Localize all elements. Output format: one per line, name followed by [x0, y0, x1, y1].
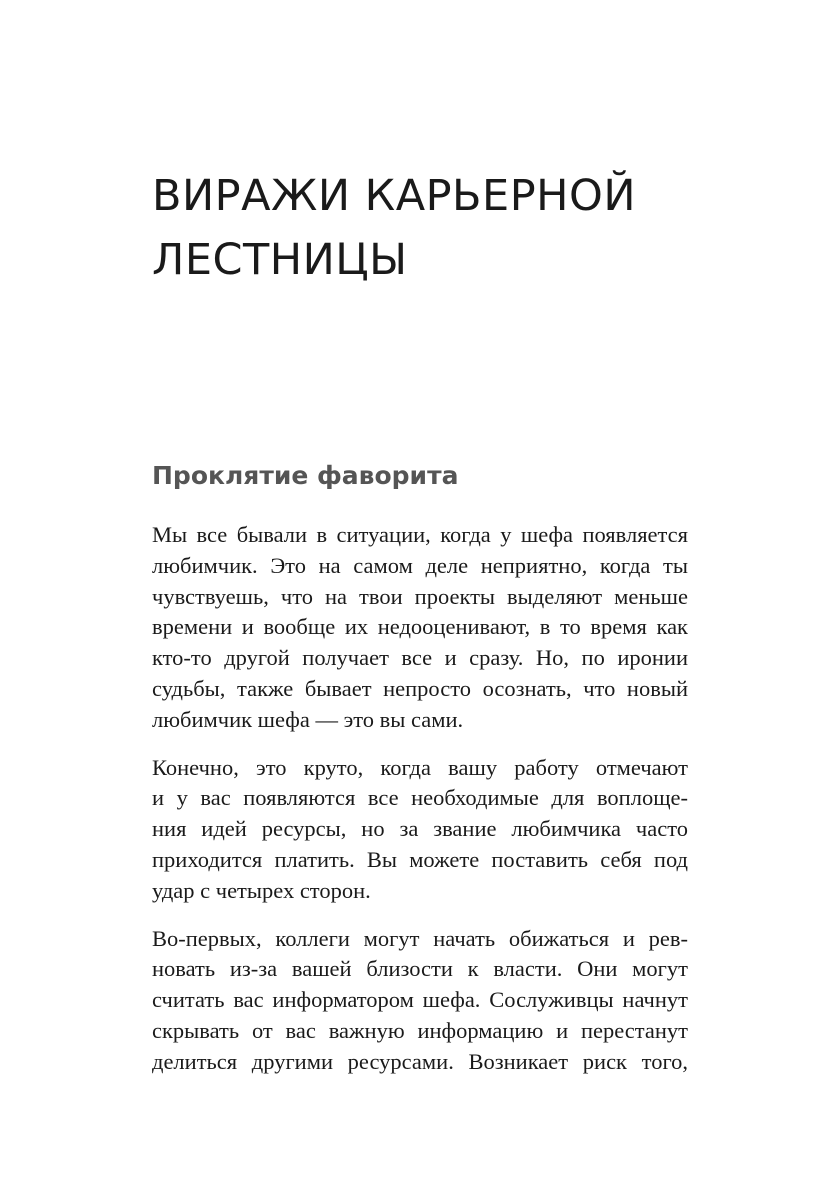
- paragraph-line: считать вас информатором шефа. Сослуживцы начнут: [152, 987, 688, 1013]
- paragraph-line: удар с четырех сторон.: [152, 877, 371, 903]
- paragraph-line: новать из-за вашей близости к власти. Они могут: [152, 956, 688, 982]
- paragraph-line: любимчик. Это на самом деле неприятно, когда ты: [152, 552, 688, 578]
- paragraph-line: Конечно, это круто, когда вашу работу отмечают: [152, 754, 688, 780]
- paragraph-line: Мы все бывали в ситуации, когда у шефа появляется: [152, 522, 688, 547]
- paragraph-3: [152, 924, 688, 1078]
- paragraph-line: Во-первых, коллеги могут начать обижаться и рев-: [152, 925, 688, 951]
- paragraph-line: делиться другими ресурсами. Возникает риск того,: [152, 1048, 688, 1074]
- chapter-title-line-1: ВИРАЖИ КАРЬЕРНОЙ: [152, 171, 636, 221]
- paragraph-line: любимчик шефа — это вы сами.: [152, 706, 464, 732]
- paragraph-line: времени и вообще их недооценивают, в то время как: [152, 614, 688, 640]
- paragraph-line: приходится платить. Вы можете поставить себя под: [152, 846, 688, 872]
- paragraph-1: [152, 520, 688, 736]
- paragraph-line: судьбы, также бывает непросто осознать, что новый: [152, 675, 688, 701]
- section-heading: Проклятие фаворита: [152, 461, 459, 490]
- body-text: [152, 520, 688, 1095]
- chapter-title: [152, 164, 712, 292]
- paragraph-line: скрывать от вас важную информацию и перестанут: [152, 1017, 688, 1043]
- paragraph-line: чувствуешь, что на твои проекты выделяют меньше: [152, 583, 688, 609]
- paragraph-line: и у вас появляются все необходимые для воплоще-: [152, 785, 688, 811]
- chapter-title-line-2: ЛЕСТНИЦЫ: [152, 235, 408, 285]
- paragraph-line: кто-то другой получает все и сразу. Но, по иронии: [152, 645, 688, 671]
- paragraph-line: ния идей ресурсы, но за звание любимчика часто: [152, 816, 688, 842]
- paragraph-2: [152, 753, 688, 907]
